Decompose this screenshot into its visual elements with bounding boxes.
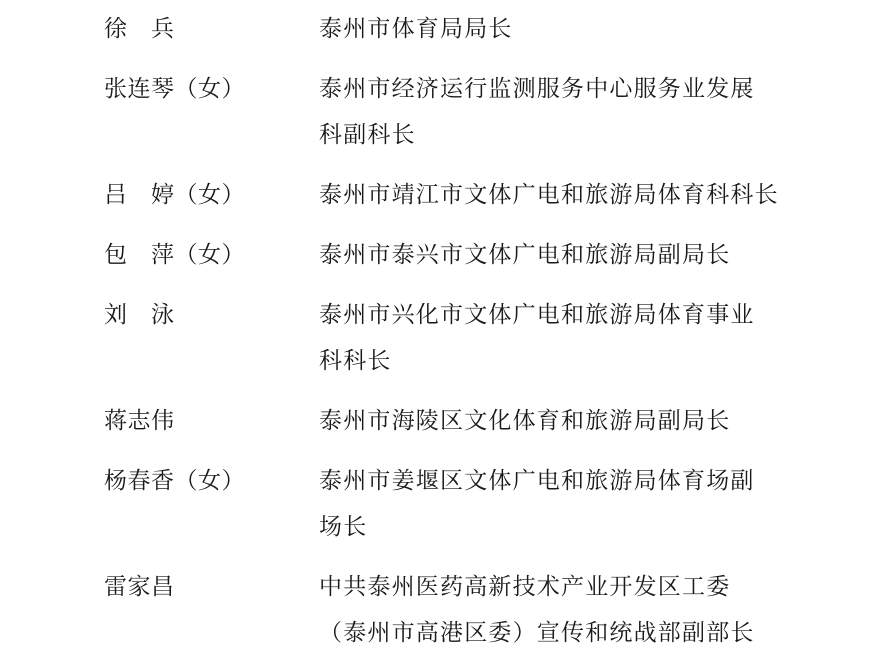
- entry-name: 刘 泳: [104, 302, 175, 328]
- entry-description-line: 科副科长: [319, 122, 416, 148]
- entry-description: [319, 172, 833, 218]
- entry-name: 吕 婷（女）: [104, 182, 245, 208]
- entry-description-line: 泰州市体育局局长: [319, 16, 513, 42]
- entry-description: [319, 398, 833, 444]
- entry-description: [319, 6, 833, 52]
- list-item: [104, 564, 833, 656]
- entry-description-line: 泰州市兴化市文体广电和旅游局体育事业: [319, 302, 755, 328]
- entry-description-line: 泰州市姜堰区文体广电和旅游局体育场副: [319, 468, 755, 494]
- entry-description-line: 泰州市经济运行监测服务中心服务业发展: [319, 76, 755, 102]
- list-item: [104, 172, 833, 218]
- entry-description: [319, 232, 833, 278]
- entry-description: [319, 66, 833, 158]
- entry-description-line: 泰州市泰兴市文体广电和旅游局副局长: [319, 242, 731, 268]
- entry-name: 雷家昌: [104, 574, 175, 600]
- entry-description-line: 科科长: [319, 348, 392, 374]
- entry-description: [319, 458, 833, 550]
- list-item: [104, 232, 833, 278]
- entry-name: 杨春香（女）: [104, 468, 245, 494]
- entry-description-line: 泰州市海陵区文化体育和旅游局副局长: [319, 408, 731, 434]
- entry-name: 张连琴（女）: [104, 76, 245, 102]
- entry-description-line: 中共泰州医药高新技术产业开发区工委: [319, 574, 731, 600]
- list-item: [104, 398, 833, 444]
- entry-description: [319, 292, 833, 384]
- entry-name: 包 萍（女）: [104, 242, 245, 268]
- list-item: [104, 6, 833, 52]
- entry-description-line: 泰州市靖江市文体广电和旅游局体育科科长: [319, 182, 779, 208]
- entry-name: 蒋志伟: [104, 408, 175, 434]
- entry-description-line: （泰州市高港区委）宣传和统战部副部长: [319, 620, 755, 646]
- entry-description-line: 场长: [319, 514, 368, 540]
- entry-name: 徐 兵: [104, 16, 175, 42]
- list-item: [104, 458, 833, 550]
- entry-description: [319, 564, 833, 656]
- list-item: [104, 292, 833, 384]
- list-item: [104, 66, 833, 158]
